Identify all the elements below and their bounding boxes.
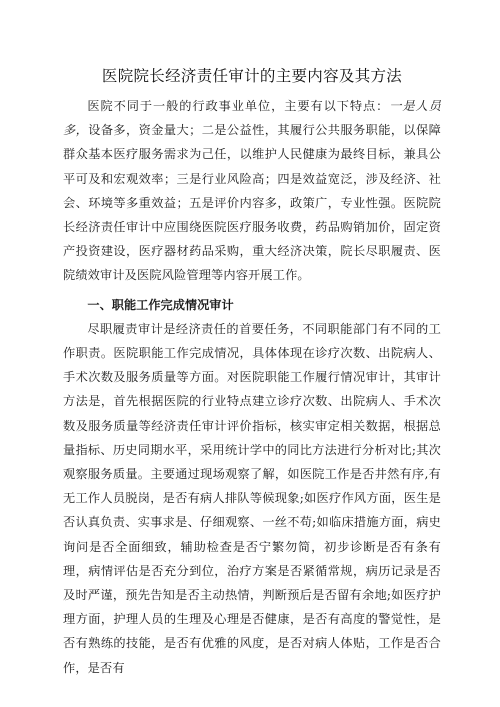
- section-1-heading: 一、职能工作完成情况审计: [87, 297, 234, 312]
- intro-text-start: 医院不同于一般的行政事业单位，主要有以下特点：: [87, 99, 390, 113]
- section-1-paragraph: 尽职履责审计是经济责任的首要任务，不同职能部门有不同的工作职责。医院职能工作完成情况，具体体现在诊疗次数、出院病人、手术次数及服务质量等方面。对医院职能工作履行情况审计，其审计方法是，首先根据医院的行业特点建立诊疗次数、出院病人、手术次数及服务质量等经济责任审计评价指标，核实审定相关数据，根据总量指标、历史同期水平，采用统计学中的同比方法进行分析对比;其次观察服务质量。主要通过现场观察了解，如医院工作是否井然有序,有无工作人员脱岗，是否有病人排队等候现象;如医疗作风方面，医生是否认真负责、实事求是、仔细观察、一丝不苟;如临床措施方面，病史询问是否全面细致，辅助检查是否宁繁勿简，初步诊断是否有条有理，病情评估是否充分到位，治疗方案是否紧循常规，病历记录是否及时严谨，预先告知是否主动热情，判断预后是否留有余地;如医疗护理方面，护理人员的生理及心理是否健康，是否有高度的警觉性，是否有熟练的技能，是否有优雅的风度，是否对病人体贴，工作是否合作，是否有: [63, 321, 441, 675]
- intro-emphasis: 一是人员多，: [63, 99, 441, 138]
- document-title: 医院院长经济责任审计的主要内容及其方法: [101, 67, 403, 85]
- intro-text-rest: 设备多，资金量大；二是公益性，其履行公共服务职能，以保障群众基本医疗服务需求为己任，以维护人民健康为最终目标，兼具公平可及和宏观效率；三是行业风险高；四是效益宽泛，涉及经济、社会、环境等多重效益；五是评价内容多，政策广，专业性强。医院院长经济责任审计中应围绕医院医疗服务收费，药品购销加价，固定资产投资建设，医疗器材药品采购，重大经济决策，院长尽职履责、医院绩效审计及医院风险管理等内容开展工作。: [63, 123, 441, 283]
- intro-paragraph: [63, 94, 441, 288]
